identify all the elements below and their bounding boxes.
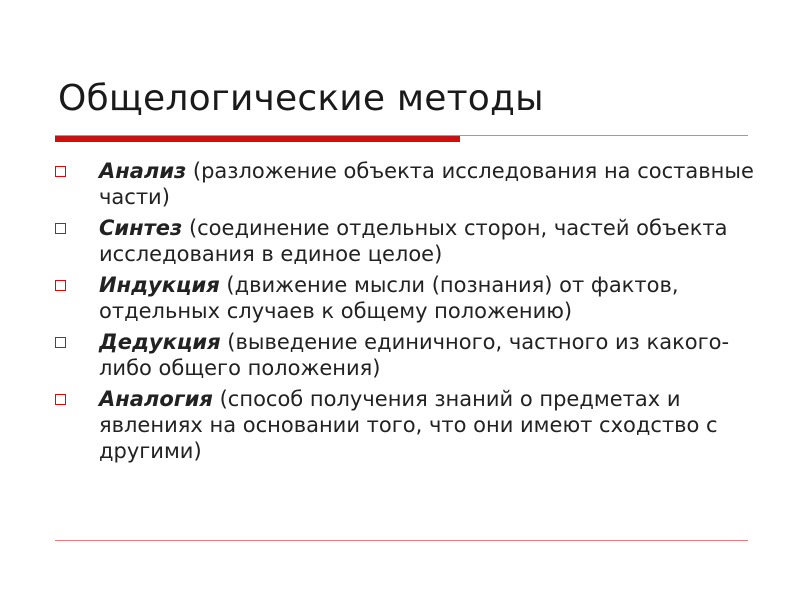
term-synthesis: Синтез (99, 216, 183, 240)
description-analysis: (разложение объекта исследования на составные части) (99, 159, 754, 209)
term-analogy: Аналогия (99, 387, 213, 411)
hollow-square-icon (55, 166, 66, 177)
list-item-deduction (55, 329, 755, 381)
list-item-induction (55, 272, 755, 324)
slide-title: Общелогические методы (58, 78, 544, 119)
term-analysis: Анализ (99, 159, 187, 183)
description-synthesis: (соединение отдельных сторон, частей объекта исследования в единое целое) (99, 216, 728, 266)
term-induction: Индукция (99, 273, 220, 297)
description-analogy: (способ получения знаний о предметах и явлениях на основании того, что они имеют сходство с другими) (99, 387, 718, 463)
hollow-square-icon (55, 280, 66, 291)
bottom-divider (55, 540, 748, 541)
methods-list (55, 158, 755, 469)
hollow-square-icon (55, 337, 66, 348)
title-underline-accent (55, 136, 460, 142)
hollow-square-icon (55, 394, 66, 405)
hollow-square-icon (55, 223, 66, 234)
list-item-synthesis (55, 215, 755, 267)
list-item-analogy (55, 386, 755, 464)
term-deduction: Дедукция (99, 330, 221, 354)
description-induction: (движение мысли (познания) от фактов, отдельных случаев к общему положению) (99, 273, 679, 323)
description-deduction: (выведение единичного, частного из какого-либо общего положения) (99, 330, 730, 380)
list-item-analysis (55, 158, 755, 210)
